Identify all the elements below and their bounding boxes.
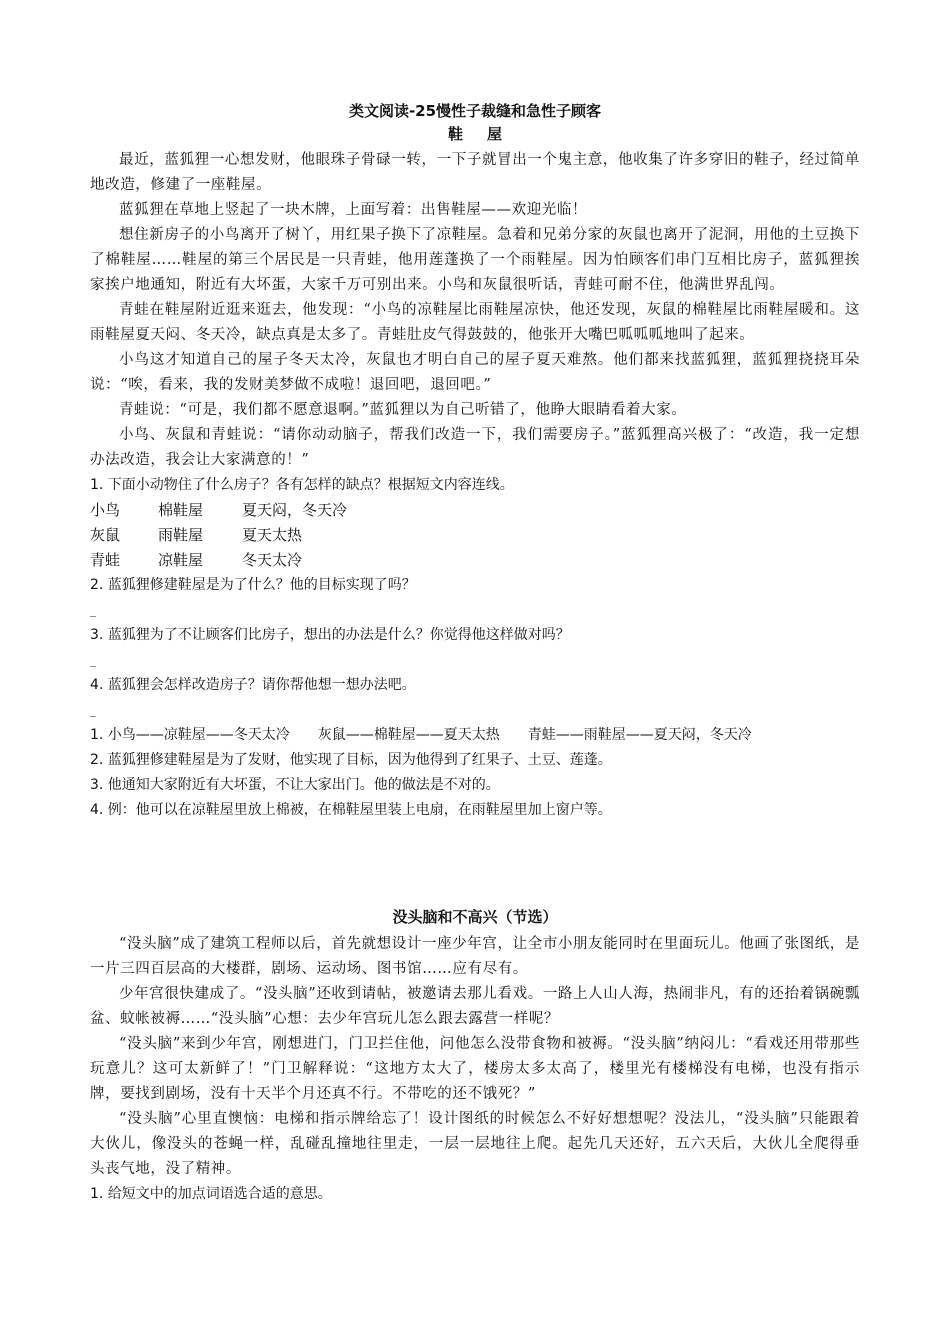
flaw-label: 夏天闷，冬天冷 [242, 501, 348, 519]
story-paragraph: 最近，蓝狐狸一心想发财，他眼珠子骨碌一转，一下子就冒出一个鬼主意，他收集了许多穿旧的鞋子，经过简单地改造，修建了一座鞋屋。 [90, 152, 860, 193]
animal-label: 灰鼠 [90, 526, 121, 544]
house-label: 凉鞋屋 [158, 551, 204, 569]
house-label: 棉鞋屋 [158, 501, 204, 519]
answer-key [90, 723, 860, 823]
story-2-body [90, 932, 860, 1182]
matching-row [90, 523, 860, 548]
flaw-label: 冬天太冷 [242, 551, 303, 569]
story-paragraph: “没头脑”心里直懊恼：电梯和指示牌给忘了！设计图纸的时候怎么不好好想想呢？没法儿，“没头脑”只能跟着大伙儿，像没头的苍蝇一样，乱碰乱撞地往里走，一层一层地往上爬。起先几天还好，五六天后，大伙儿全爬得垂头丧气地，没了精神。 [90, 1111, 860, 1177]
story-paragraph: 青蛙说：“可是，我们都不愿意退啊。”蓝狐狸以为自己听错了，他睁大眼睛看着大家。 [119, 402, 687, 418]
answer-line: 4. 例：他可以在凉鞋屋里放上棉被，在棉鞋屋里装上电扇，在雨鞋屋里加上窗户等。 [90, 802, 612, 818]
answer-blank: _ [90, 703, 96, 717]
matching-row [90, 498, 860, 523]
animal-label: 青蛙 [90, 551, 121, 569]
story-paragraph: “没头脑”来到少年宫，刚想进门，门卫拦住他，问他怎么没带食物和被褥。“没头脑”纳闷儿：“看戏还用带那些玩意儿？这可太新鲜了！”门卫解释说：“这地方太大了，楼房太多太高了，楼里光有楼梯没有电梯，也没有指示牌，要找到剧场，没有十天半个月还真不行。不带吃的还不饿死？” [90, 1036, 860, 1102]
question-1: 1. 下面小动物住了什么房子？各有怎样的缺点？根据短文内容连线。 [90, 477, 514, 493]
document-page [90, 100, 860, 1207]
story-2-title: 没头脑和不高兴（节选） [392, 908, 558, 926]
story-paragraph: 小鸟这才知道自己的屋子冬天太冷，灰鼠也才明白自己的屋子夏天难熬。他们都来找蓝狐狸，蓝狐狸挠挠耳朵说：“唉，看来，我的发财美梦做不成啦！退回吧，退回吧。” [90, 352, 860, 393]
flaw-label: 夏天太热 [242, 526, 303, 544]
story-paragraph: 少年宫很快建成了。“没头脑”还收到请帖，被邀请去那儿看戏。一路上人山人海，热闹非凡，有的还抬着锅碗瓢盆、蚊帐被褥……“没头脑”心想：去少年宫玩儿怎么跟去露营一样呢？ [90, 986, 860, 1027]
story-paragraph: “没头脑”成了建筑工程师以后，首先就想设计一座少年宫，让全市小朋友能同时在里面玩儿。他画了张图纸，是一片三四百层高的大楼群，剧场、运动场、图书馆……应有尽有。 [90, 936, 860, 977]
question-4: 4. 蓝狐狸会怎样改造房子？请你帮他想一想办法吧。 [90, 677, 416, 693]
story-body [90, 148, 860, 473]
question-3: 3. 蓝狐狸为了不让顾客们比房子，想出的办法是什么？你觉得他这样做对吗？ [90, 627, 570, 643]
story-paragraph: 青蛙在鞋屋附近逛来逛去，他发现：“小鸟的凉鞋屋比雨鞋屋凉快，他还发现，灰鼠的棉鞋屋比雨鞋屋暖和。这雨鞋屋夏天闷、冬天冷，缺点真是太多了。青蛙肚皮气得鼓鼓的，他张开大嘴巴呱呱呱地叫了起来。 [90, 302, 860, 343]
section-gap [90, 823, 860, 905]
question-1: 1. 给短文中的加点词语选合适的意思。 [90, 1186, 332, 1202]
answer-line: 3. 他通知大家附近有大坏蛋，不让大家出门。他的做法是不对的。 [90, 777, 500, 793]
story-title: 鞋屋 [447, 125, 526, 143]
answer-blank: _ [90, 603, 96, 617]
answer-line: 2. 蓝狐狸修建鞋屋是为了发财，他实现了目标，因为他得到了红果子、土豆、莲蓬。 [90, 752, 612, 768]
story-paragraph: 小鸟、灰鼠和青蛙说：“请你动动脑子，帮我们改造一下，我们需要房子。”蓝狐狸高兴极了：“改造，我一定想办法改造，我会让大家满意的！” [90, 427, 860, 468]
story-paragraph: 蓝狐狸在草地上竖起了一块木牌，上面写着：出售鞋屋——欢迎光临！ [119, 202, 588, 218]
story-paragraph: 想住新房子的小鸟离开了树丫，用红果子换下了凉鞋屋。急着和兄弟分家的灰鼠也离开了泥洞，用他的土豆换下了棉鞋屋……鞋屋的第三个居民是一只青蛙，他用莲蓬换了一个雨鞋屋。因为怕顾客们串门互相比房子，蓝狐狸挨家挨户地通知，附近有大坏蛋，大家千万可别出来。小鸟和灰鼠很听话，青蛙可耐不住，他满世界乱闯。 [90, 227, 860, 293]
animal-label: 小鸟 [90, 501, 121, 519]
house-label: 雨鞋屋 [158, 526, 204, 544]
document-title: 类文阅读-25慢性子裁缝和急性子顾客 [348, 102, 602, 120]
matching-row [90, 548, 860, 573]
answer-line: 1. 小鸟——凉鞋屋——冬天太冷 灰鼠——棉鞋屋——夏天太热 青蛙——雨鞋屋——夏天闷，冬天冷 [90, 727, 752, 743]
matching-table [90, 498, 860, 573]
question-2: 2. 蓝狐狸修建鞋屋是为了什么？他的目标实现了吗？ [90, 577, 416, 593]
answer-blank: _ [90, 653, 96, 667]
